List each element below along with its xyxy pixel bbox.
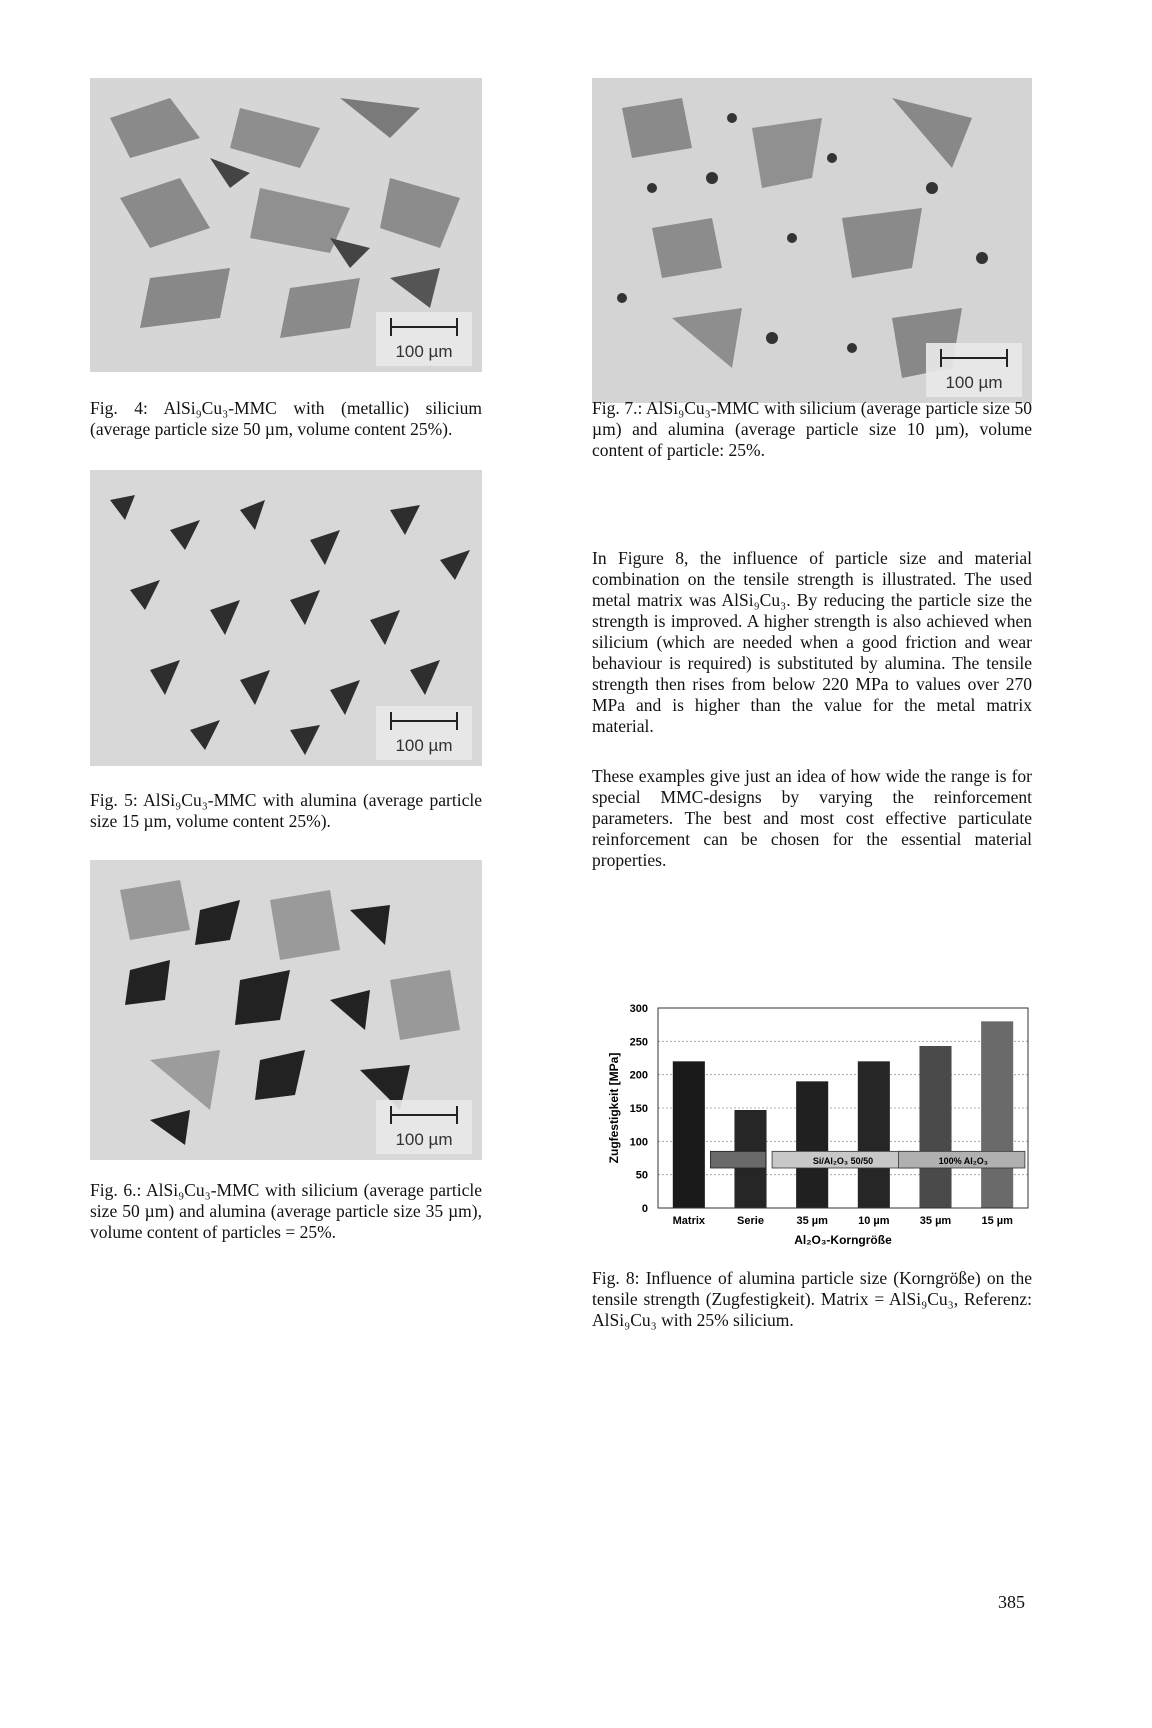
scale-bar-line	[390, 326, 458, 328]
fig7-micrograph	[592, 78, 1032, 403]
x-tick-label: 10 µm	[858, 1215, 890, 1227]
bar	[919, 1046, 951, 1208]
x-tick-label: Serie	[737, 1215, 764, 1227]
bar	[673, 1061, 705, 1208]
alumina-label: 100% Al₂O₃	[938, 1156, 988, 1166]
reference-band	[710, 1151, 765, 1168]
si-alumina-label: Si/Al₂O₃ 50/50	[812, 1156, 874, 1166]
y-tick-label: 100	[629, 1136, 648, 1149]
x-tick-label: 15 µm	[981, 1215, 1013, 1227]
body-paragraph-2: These examples give just an idea of how wide the range is for special MMC-designs by varying the reinforcement parameters. The best and most cost effective particulate reinforcement can be chosen for the essential material properties.	[592, 766, 1032, 870]
fig5-caption: Fig. 5: AlSi₉Cu₃-MMC with alumina (average particle size 15 µm, volume content 25%).	[90, 790, 482, 831]
bar	[858, 1061, 890, 1208]
y-tick-label: 0	[641, 1203, 648, 1215]
scale-bar-line	[940, 357, 1008, 359]
x-tick-label: 35 µm	[919, 1215, 952, 1227]
scale-bar-label: 100 µm	[395, 342, 453, 361]
chart-y-axis-label: Zugfestigkeit [MPa]	[607, 1052, 621, 1164]
body-paragraph-1: In Figure 8, the influence of particle size and material combination on the tensile strength is illustrated. The used metal matrix was AlSi₉Cu₃. By reducing the particle size the strength is improved. A higher strength is also achieved when silicium (which are needed when a good friction and wear behaviour is required) is substituted by alumina. The tensile strength then rises from below 220 MPa to values over 270 MPa and is higher than the value for the metal matrix material.	[592, 548, 1032, 736]
chart-annotations	[710, 1151, 1024, 1168]
chart-bars	[673, 1021, 1013, 1208]
y-tick-label: 150	[629, 1103, 648, 1115]
bar	[796, 1081, 828, 1208]
fig5-scale-bar	[376, 706, 472, 760]
y-tick-label: 200	[629, 1069, 648, 1082]
page-number: 385	[998, 1592, 1025, 1612]
fig7-caption: Fig. 7.: AlSi₉Cu₃-MMC with silicium (average particle size 50 µm) and alumina (average particle size 10 µm), volume content of particle: 25%.	[592, 398, 1032, 460]
y-tick-label: 50	[635, 1169, 648, 1182]
fig6-micrograph	[90, 860, 482, 1160]
scale-bar-label: 100 µm	[945, 373, 1003, 392]
fig8-bar-chart	[594, 1000, 1034, 1260]
x-tick-label: 35 µm	[796, 1215, 828, 1227]
x-tick-label: Matrix	[672, 1215, 706, 1227]
y-tick-label: 300	[629, 1003, 648, 1015]
scale-bar-label: 100 µm	[395, 1130, 453, 1149]
fig4-micrograph	[90, 78, 482, 372]
scale-bar-line	[390, 1114, 458, 1116]
fig6-caption: Fig. 6.: AlSi₉Cu₃-MMC with silicium (average particle size 50 µm) and alumina (average particle size 35 µm), volume content of particles = 25%.	[90, 1180, 482, 1242]
chart-x-axis-label: Al₂O₃-Korngröße	[794, 1233, 892, 1247]
scale-bar-label: 100 µm	[395, 736, 453, 755]
y-tick-label: 250	[629, 1036, 648, 1049]
fig8-caption: Fig. 8: Influence of alumina particle size (Korngröße) on the tensile strength (Zugfestigkeit). Matrix = AlSi₉Cu₃, Referenz: AlSi₉Cu₃ with 25% silicium.	[592, 1268, 1032, 1330]
fig4-scale-bar	[376, 312, 472, 366]
scale-bar-line	[390, 720, 458, 722]
fig6-scale-bar	[376, 1100, 472, 1154]
fig7-scale-bar	[926, 343, 1022, 397]
fig4-caption: Fig. 4: AlSi₉Cu₃-MMC with (metallic) silicium (average particle size 50 µm, volume content 25%).	[90, 398, 482, 439]
fig5-micrograph	[90, 470, 482, 766]
bar	[981, 1021, 1013, 1208]
